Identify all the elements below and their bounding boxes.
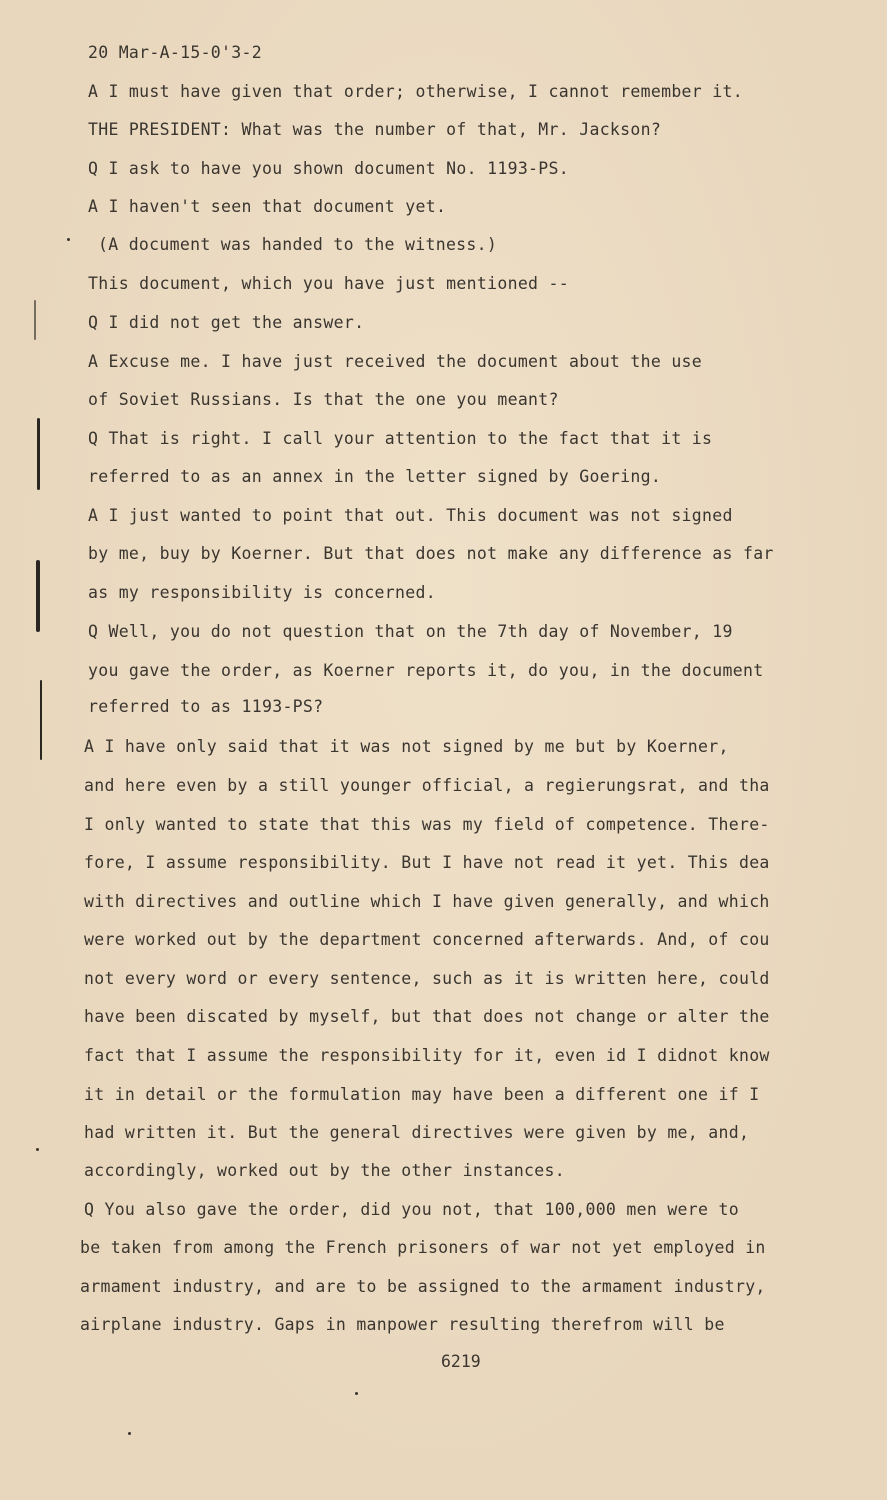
- transcript-line: This document, which you have just mentioned --: [88, 274, 569, 293]
- transcript-line: with directives and outline which I have given generally, and which: [84, 892, 770, 911]
- transcript-line: and here even by a still younger official, a regierungsrat, and tha: [84, 776, 770, 795]
- transcript-line: were worked out by the department concerned afterwards. And, of cou: [84, 930, 770, 949]
- margin-dot-mark: [36, 1148, 39, 1151]
- transcript-line: A Excuse me. I have just received the document about the use: [88, 352, 703, 371]
- transcript-line: have been discated by myself, but that does not change or alter the: [84, 1007, 770, 1026]
- transcript-line: Q Well, you do not question that on the 7th day of November, 19: [88, 622, 733, 641]
- transcript-line: by me, buy by Koerner. But that does not make any difference as far: [88, 544, 774, 563]
- transcript-line: of Soviet Russians. Is that the one you meant?: [88, 390, 559, 409]
- transcript-line: it in detail or the formulation may have been a different one if I: [84, 1085, 760, 1104]
- transcript-line: be taken from among the French prisoners of war not yet employed in: [80, 1238, 766, 1257]
- transcript-line: had written it. But the general directives were given by me, and,: [84, 1123, 750, 1142]
- transcript-line: Q That is right. I call your attention to the fact that it is: [88, 429, 713, 448]
- margin-dot-mark: [67, 238, 70, 241]
- transcript-line: referred to as 1193-PS?: [88, 697, 324, 716]
- transcript-line: not every word or every sentence, such as it is written here, could: [84, 969, 770, 988]
- transcript-line: as my responsibility is concerned.: [88, 583, 436, 602]
- transcript-line: Q I did not get the answer.: [88, 313, 365, 332]
- transcript-line: you gave the order, as Koerner reports it, do you, in the document: [88, 661, 764, 680]
- transcript-line: accordingly, worked out by the other instances.: [84, 1161, 565, 1180]
- transcript-line: A I haven't seen that document yet.: [88, 197, 447, 216]
- margin-stroke-mark: [34, 300, 36, 340]
- transcript-line: fore, I assume responsibility. But I have not read it yet. This dea: [84, 853, 770, 872]
- margin-stroke-mark: [37, 418, 40, 490]
- transcript-line: THE PRESIDENT: What was the number of that, Mr. Jackson?: [88, 120, 662, 139]
- transcript-line: A I must have given that order; otherwise, I cannot remember it.: [88, 82, 743, 101]
- transcript-line: armament industry, and are to be assigned to the armament industry,: [80, 1277, 766, 1296]
- margin-dot-mark: [128, 1432, 131, 1435]
- margin-stroke-mark: [36, 560, 40, 632]
- transcript-line: fact that I assume the responsibility for it, even id I didnot know: [84, 1046, 770, 1065]
- margin-stroke-mark: [40, 680, 42, 760]
- transcript-line: A I have only said that it was not signed by me but by Koerner,: [84, 737, 729, 756]
- transcript-line: A I just wanted to point that out. This document was not signed: [88, 506, 733, 525]
- transcript-line: I only wanted to state that this was my field of competence. There-: [84, 815, 770, 834]
- margin-dot-mark: [355, 1392, 358, 1395]
- transcript-line: Q You also gave the order, did you not, that 100,000 men were to: [84, 1200, 739, 1219]
- transcript-line: referred to as an annex in the letter signed by Goering.: [88, 467, 662, 486]
- transcript-line: Q I ask to have you shown document No. 1193-PS.: [88, 159, 569, 178]
- transcript-line: (A document was handed to the witness.): [98, 235, 498, 254]
- transcript-line: airplane industry. Gaps in manpower resulting therefrom will be: [80, 1315, 725, 1334]
- page-header: 20 Mar-A-15-0'3-2: [88, 43, 262, 62]
- page-number: 6219: [441, 1352, 481, 1371]
